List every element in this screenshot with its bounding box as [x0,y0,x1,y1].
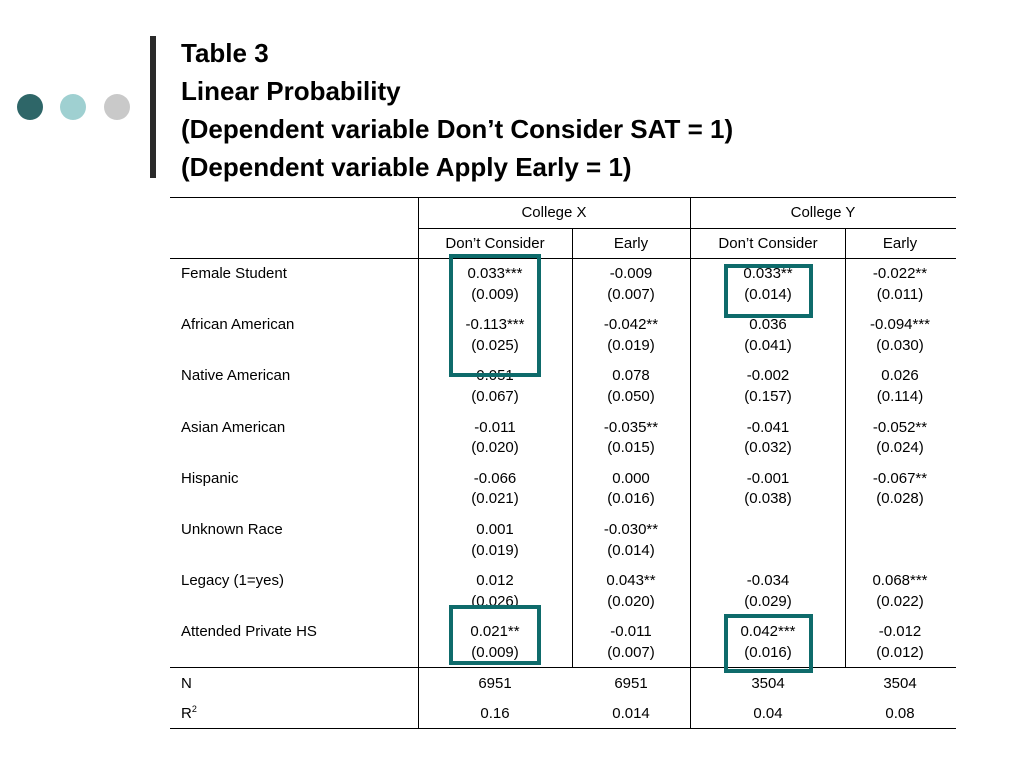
title-line: Linear Probability [181,76,401,106]
standard-error-cell: (0.041) [744,336,792,354]
coefficient-cell: -0.011 [610,623,652,641]
standard-error-cell: (0.012) [876,643,924,661]
standard-error-cell: (0.030) [876,336,924,354]
group-header-college-x: College X [521,204,587,221]
stat-value-cell: 3504 [751,675,785,692]
standard-error-cell: (0.019) [607,336,655,354]
table-rule-column-divider [845,228,846,667]
standard-error-cell: (0.015) [607,439,655,457]
standard-error-cell: (0.022) [876,592,924,610]
group-header-college-y: College Y [790,204,856,221]
stat-label [181,704,197,725]
coefficient-cell: -0.042** [603,316,659,334]
coefficient-cell: 0.068*** [872,572,928,590]
standard-error-cell: (0.007) [607,285,655,303]
stat-value-cell: 0.16 [480,705,510,722]
stat-label-base: R [181,705,192,722]
stat-value-cell: 6951 [614,675,648,692]
stat-value-cell: 0.014 [612,705,650,722]
coefficient-cell: 0.000 [612,469,650,487]
coefficient-cell: 0.043** [606,572,656,590]
row-label: Attended Private HS [181,623,317,641]
standard-error-cell: (0.020) [471,439,519,457]
coefficient-cell: 0.036 [749,316,787,334]
coefficient-cell: 0.026 [881,367,919,385]
standard-error-cell: (0.007) [607,643,655,661]
highlight-box [724,264,813,318]
column-header: Early [882,235,918,252]
row-label: Hispanic [181,469,239,487]
coefficient-cell: -0.035** [603,418,659,436]
coefficient-cell: -0.067** [872,469,928,487]
standard-error-cell: (0.011) [876,285,924,303]
standard-error-cell: (0.026) [471,592,519,610]
coefficient-cell: -0.066 [473,469,517,487]
table-rule-bottom [170,728,956,729]
row-label: Asian American [181,418,286,436]
title-accent-bar [150,36,156,178]
table-rule-top [170,197,956,198]
stat-label: N [181,675,192,692]
standard-error-cell: (0.021) [471,490,519,508]
coefficient-cell: 0.033*** [467,265,523,282]
group-underline [418,228,956,229]
coefficient-cell: 0.042*** [740,623,796,641]
column-header: Don’t Consider [718,235,818,252]
row-label: Legacy (1=yes) [181,572,284,590]
highlight-box [449,254,541,377]
standard-error-cell: (0.009) [471,643,519,661]
table-rule-label-column [418,197,419,728]
coefficient-cell: -0.001 [746,469,790,487]
standard-error-cell: (0.114) [876,387,924,405]
standard-error-cell: (0.009) [471,285,519,303]
coefficient-cell: -0.022** [872,265,928,282]
stat-value-cell: 0.08 [885,705,915,722]
coefficient-cell: -0.012 [878,623,922,641]
coefficient-cell: -0.011 [474,418,516,436]
standard-error-cell: (0.032) [744,439,792,457]
slide-title [181,34,733,186]
standard-error-cell: (0.016) [607,490,655,508]
stat-label-superscript: 2 [191,704,197,714]
standard-error-cell: (0.014) [607,541,655,559]
table-rule-stats [170,667,956,668]
row-label: Native American [181,367,291,385]
highlight-box [449,605,541,665]
coefficient-cell: 0.051 [476,367,514,385]
title-line: Table 3 [181,38,269,68]
row-label: African American [181,316,295,334]
coefficient-cell: -0.030** [603,521,659,538]
stat-value-cell: 3504 [883,675,917,692]
coefficient-cell: -0.041 [746,418,790,436]
row-label: Unknown Race [181,521,283,538]
coefficient-cell: -0.034 [746,572,790,590]
stat-value-cell: 6951 [478,675,512,692]
standard-error-cell: (0.038) [744,490,792,508]
standard-error-cell: (0.024) [876,439,924,457]
table-rule-header [170,258,956,259]
table-rule-group-divider [690,197,691,728]
column-header: Don’t Consider [445,235,545,252]
coefficient-cell: 0.078 [612,367,650,385]
coefficient-cell: -0.094*** [869,316,931,334]
stat-value-cell: 0.04 [753,705,783,722]
standard-error-cell: (0.016) [744,643,792,661]
standard-error-cell: (0.028) [876,490,924,508]
table-rule-column-divider [572,228,573,667]
standard-error-cell: (0.020) [607,592,655,610]
standard-error-cell: (0.014) [744,285,792,303]
coefficient-cell: -0.113*** [465,316,525,334]
coefficient-cell: -0.009 [609,265,653,282]
coefficient-cell: 0.021** [470,623,520,641]
coefficient-cell: 0.001 [476,521,514,538]
standard-error-cell: (0.050) [607,387,655,405]
highlight-box [724,614,813,673]
decorative-dot-light [60,94,86,120]
standard-error-cell: (0.025) [471,336,519,354]
coefficient-cell: 0.033** [743,265,793,282]
title-line: (Dependent variable Apply Early = 1) [181,152,632,182]
coefficient-cell: -0.052** [872,418,928,436]
title-line: (Dependent variable Don’t Consider SAT = 1) [181,114,734,144]
standard-error-cell: (0.019) [471,541,519,559]
standard-error-cell: (0.157) [744,387,792,405]
coefficient-cell: -0.002 [746,367,790,385]
decorative-dot-gray [104,94,130,120]
row-label: Female Student [181,265,287,282]
coefficient-cell: 0.012 [476,572,514,590]
decorative-dot-dark [17,94,43,120]
column-header: Early [613,235,649,252]
standard-error-cell: (0.029) [744,592,792,610]
standard-error-cell: (0.067) [471,387,519,405]
